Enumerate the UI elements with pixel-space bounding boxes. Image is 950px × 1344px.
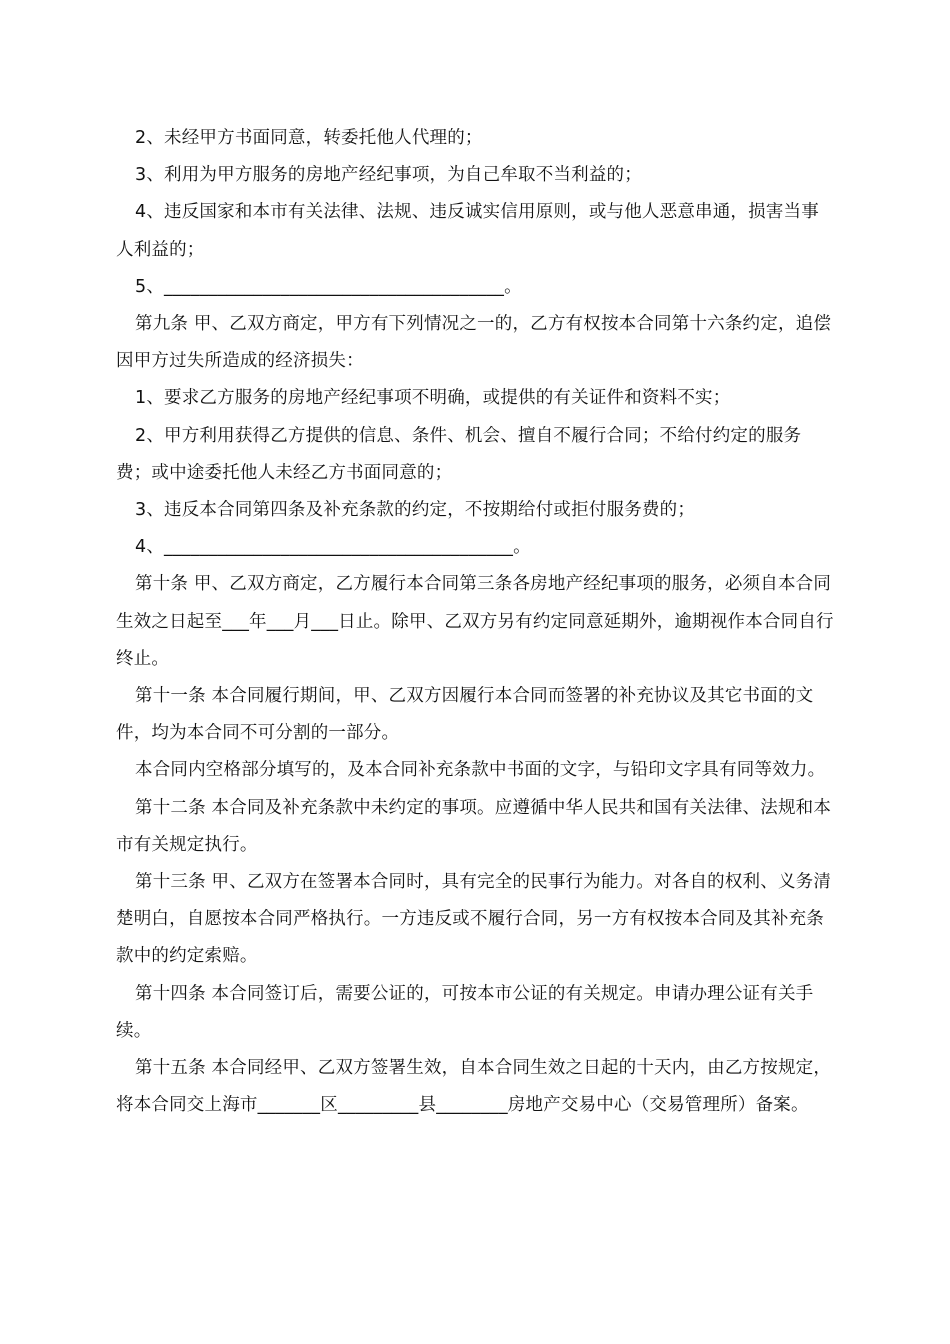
article-10: 第十条 甲、乙双方商定，乙方履行本合同第三条各房地产经纪事项的服务，必须自本合同生效之日起至___年___月___日止。除甲、乙双方另有约定同意延期外，逾期视作本合同自行终止。 [116, 574, 834, 669]
clause-item-2: 2、未经甲方书面同意，转委托他人代理的； [135, 128, 483, 148]
article-14: 第十四条 本合同签订后，需要公证的，可按本市公证的有关规定。申请办理公证有关手续。 [116, 983, 814, 1041]
article-15: 第十五条 本合同经甲、乙双方签署生效，自本合同生效之日起的十天内，由乙方按规定，将本合同交上海市_______区_________县________房地产交易中心（交易管理所）备案。 [116, 1058, 832, 1116]
article-12: 第十二条 本合同及补充条款中未约定的事项。应遵循中华人民共和国有关法律、法规和本市有关规定执行。 [116, 797, 832, 855]
document-body [116, 120, 836, 1124]
article-11: 第十一条 本合同履行期间，甲、乙双方因履行本合同而签署的补充协议及其它书面的文件，均为本合同不可分割的一部分。 [116, 686, 814, 744]
clause-item-4: 4、违反国家和本市有关法律、法规、违反诚实信用原则，或与他人恶意串通，损害当事人利益的； [116, 202, 819, 260]
clause-item-3: 3、利用为甲方服务的房地产经纪事项，为自己牟取不当利益的； [135, 165, 642, 186]
article-9-item-3: 3、违反本合同第四条及补充条款的约定，不按期给付或拒付服务费的； [135, 500, 696, 521]
article-11-note: 本合同内空格部分填写的，及本合同补充条款中书面的文字，与铅印文字具有同等效力。 [135, 760, 826, 781]
article-13: 第十三条 甲、乙双方在签署本合同时，具有完全的民事行为能力。对各自的权利、义务清楚明白，自愿按本合同严格执行。一方违反或不履行合同，另一方有权按本合同及其补充条款中的约定索赔。 [116, 872, 832, 967]
article-9: 第九条 甲、乙双方商定，甲方有下列情况之一的，乙方有权按本合同第十六条约定，追偿因甲方过失所造成的经济损失： [116, 314, 832, 372]
clause-item-5-blank: 5、______________________________________。 [135, 276, 522, 297]
article-9-item-1: 1、要求乙方服务的房地产经纪事项不明确，或提供的有关证件和资料不实； [135, 388, 731, 409]
article-9-item-2: 2、甲方利用获得乙方提供的信息、条件、机会、擅自不履行合同；不给付约定的服务费；或中途委托他人未经乙方书面同意的； [116, 425, 802, 483]
article-9-item-4-blank: 4、_______________________________________。 [135, 537, 531, 558]
